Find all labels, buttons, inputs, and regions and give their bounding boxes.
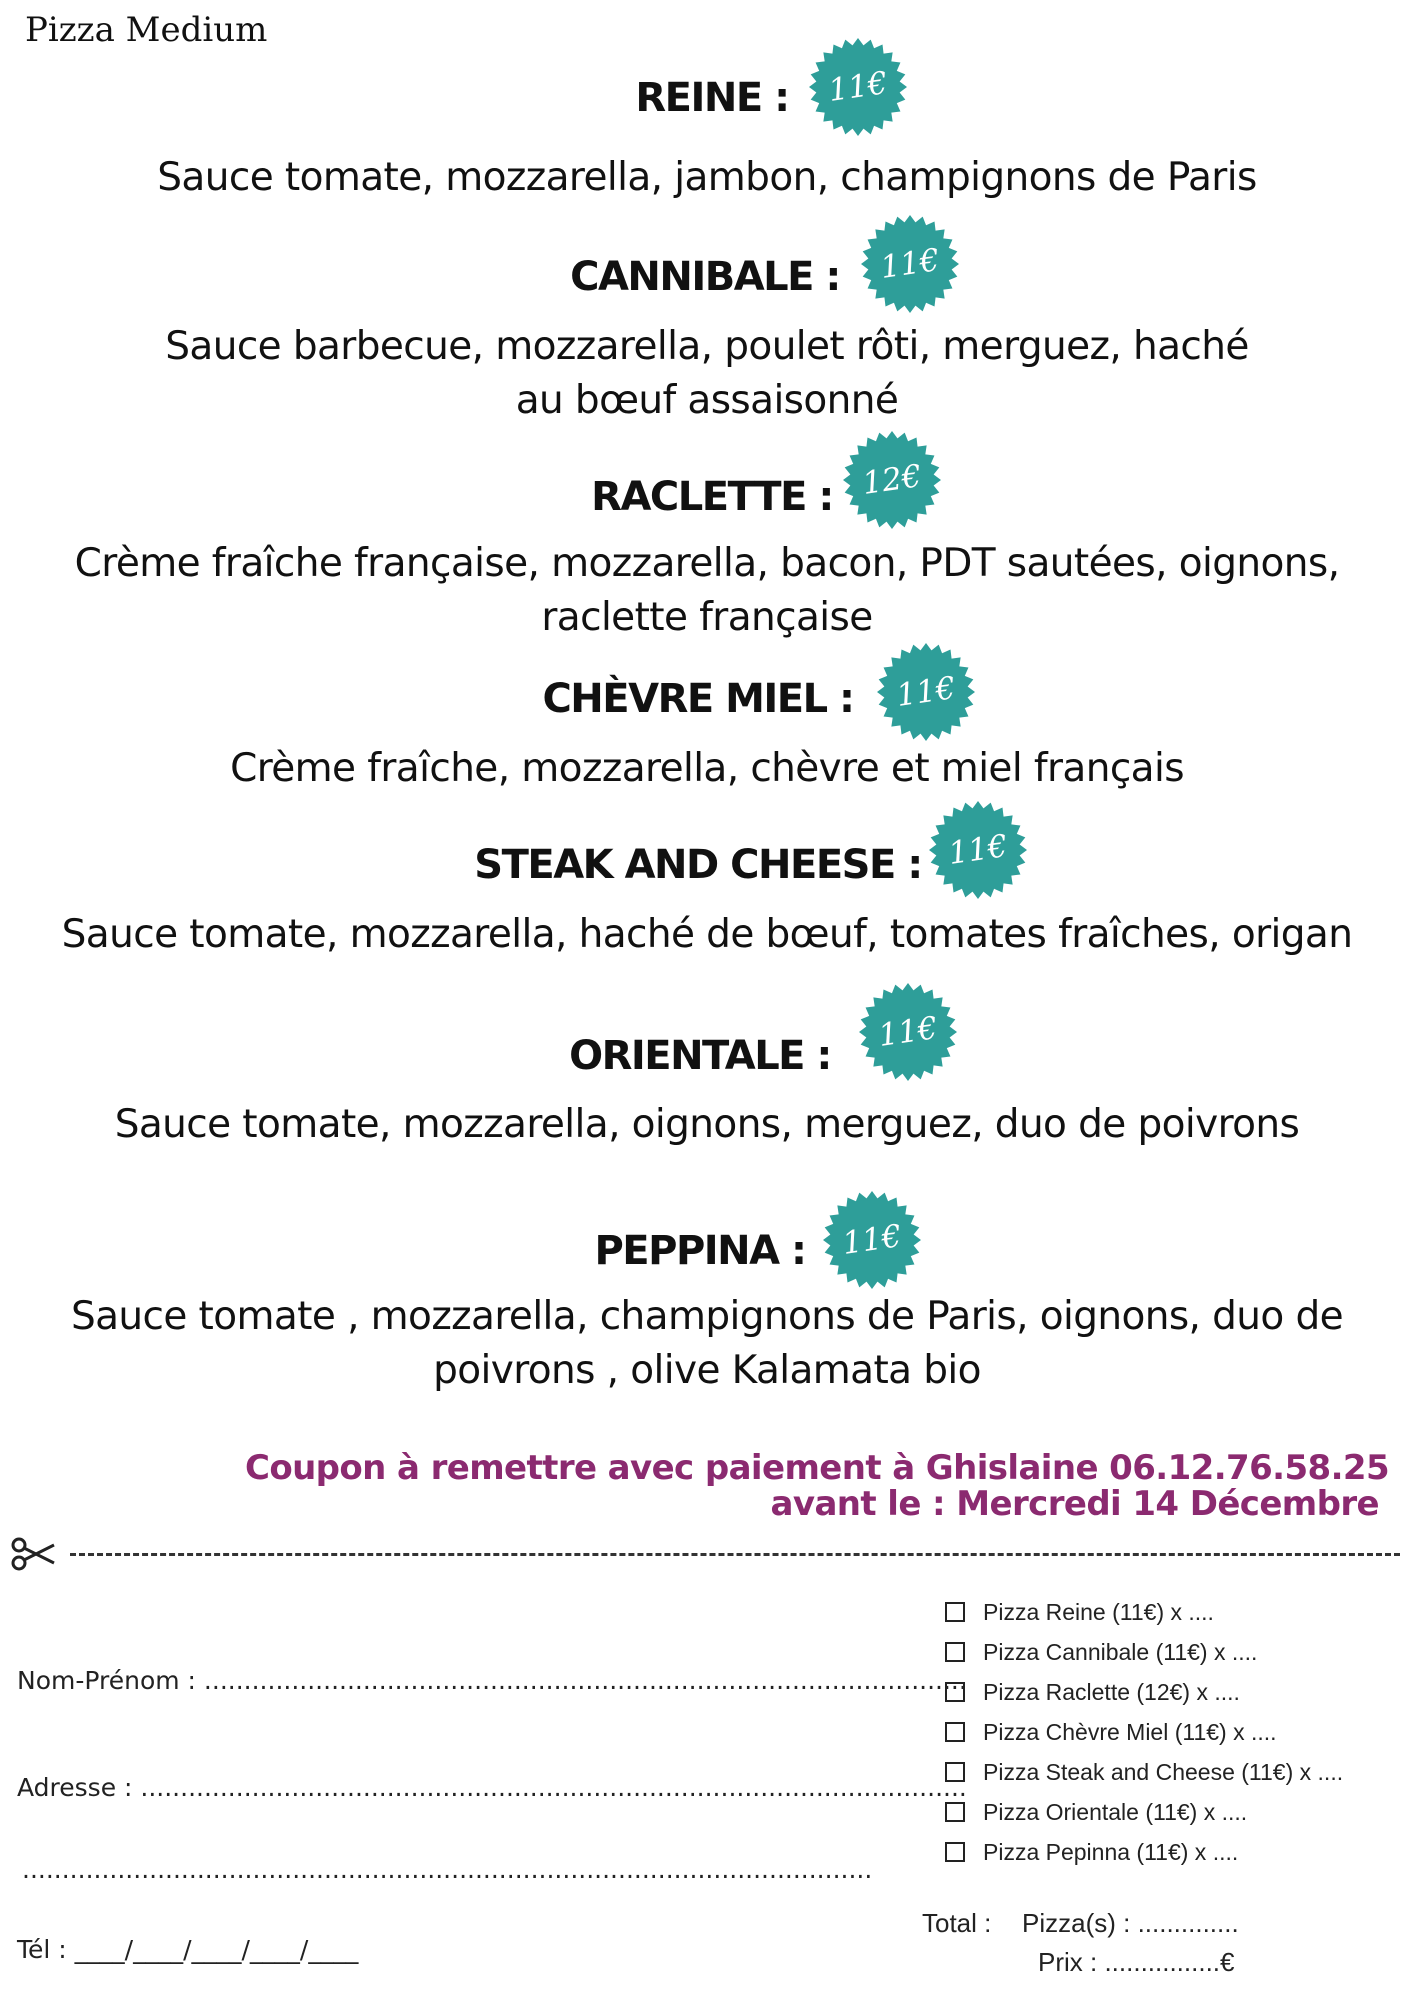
- pizza-name: REINE :: [635, 75, 789, 121]
- price-label: 11€: [878, 242, 942, 286]
- pizza-name: CANNIBALE :: [570, 254, 840, 300]
- price-label: 11€: [826, 65, 890, 109]
- ingredients-line: Sauce tomate, mozzarella, oignons, merguez, duo de poivrons: [114, 1102, 1300, 1147]
- address-field-line-2[interactable]: ...........................................................................................................: [22, 1855, 873, 1884]
- order-item[interactable]: [945, 1677, 1240, 1707]
- pizza-ingredients: [20, 320, 1394, 428]
- pizza-count-field[interactable]: Pizza(s) : ..............: [1022, 1908, 1239, 1938]
- order-item[interactable]: [945, 1757, 1343, 1787]
- checkbox-empty-icon[interactable]: [945, 1602, 965, 1622]
- price-label: 11€: [894, 670, 958, 714]
- checkbox-empty-icon[interactable]: [945, 1642, 965, 1662]
- price-badge: [860, 214, 960, 314]
- order-item-label: Pizza Reine (11€) x ....: [983, 1598, 1214, 1625]
- order-item[interactable]: [945, 1717, 1277, 1747]
- order-item-label: Pizza Steak and Cheese (11€) x ....: [983, 1758, 1344, 1785]
- ingredients-line: Sauce tomate , mozzarella, champignons de Paris, oignons, duo de: [70, 1294, 1344, 1339]
- order-item-label: Pizza Orientale (11€) x ....: [983, 1798, 1248, 1825]
- order-item[interactable]: [945, 1637, 1257, 1667]
- checkbox-empty-icon[interactable]: [945, 1802, 965, 1822]
- order-item[interactable]: [945, 1797, 1247, 1827]
- pizza-ingredients: [20, 151, 1394, 205]
- checkbox-empty-icon[interactable]: [945, 1722, 965, 1742]
- pizza-name: ORIENTALE :: [569, 1033, 831, 1079]
- ingredients-line: Sauce tomate, mozzarella, jambon, champignons de Paris: [157, 155, 1257, 200]
- scissors-icon: [10, 1537, 56, 1571]
- price-badge: [858, 982, 958, 1082]
- pizza-ingredients: [20, 908, 1394, 962]
- price-badge: [876, 642, 976, 742]
- order-item-label: Pizza Cannibale (11€) x ....: [983, 1638, 1258, 1665]
- order-item[interactable]: [945, 1597, 1214, 1627]
- checkbox-empty-icon[interactable]: [945, 1682, 965, 1702]
- ingredients-line: raclette française: [541, 595, 873, 640]
- pizza-ingredients: [20, 1098, 1394, 1152]
- coupon-instructions: [189, 1450, 1389, 1522]
- ingredients-line: Crème fraîche française, mozzarella, bacon, PDT sautées, oignons,: [74, 541, 1340, 586]
- order-item-label: Pizza Chèvre Miel (11€) x ....: [983, 1718, 1277, 1745]
- ingredients-line: poivrons , olive Kalamata bio: [433, 1348, 981, 1393]
- ingredients-line: au bœuf assaisonné: [515, 378, 899, 423]
- checkbox-empty-icon[interactable]: [945, 1762, 965, 1782]
- pizza-ingredients: [20, 742, 1394, 796]
- pizza-ingredients: [20, 1290, 1394, 1398]
- pizza-name: STEAK AND CHEESE :: [474, 842, 922, 888]
- pizza-name: RACLETTE :: [591, 474, 833, 520]
- price-badge: [842, 430, 942, 530]
- ingredients-line: Sauce tomate, mozzarella, haché de bœuf, tomates fraîches, origan: [61, 912, 1353, 957]
- order-item-label: Pizza Pepinna (11€) x ....: [983, 1838, 1239, 1865]
- order-item[interactable]: [945, 1837, 1238, 1867]
- price-badge: [928, 800, 1028, 900]
- name-field[interactable]: Nom-Prénom : ................................................................................................: [17, 1666, 967, 1695]
- pizza-ingredients: [20, 537, 1394, 645]
- price-label: 11€: [876, 1010, 940, 1054]
- coupon-line-2: avant le : Mercredi 14 Décembre: [770, 1484, 1379, 1524]
- phone-field[interactable]: Tél : ____/____/____/____/____: [17, 1935, 359, 1964]
- document-title: Pizza Medium: [25, 10, 268, 50]
- price-badge: [822, 1190, 922, 1290]
- price-label: 11€: [840, 1218, 904, 1262]
- total-label: Total :: [922, 1908, 992, 1938]
- ingredients-line: Sauce barbecue, mozzarella, poulet rôti, merguez, haché: [165, 324, 1249, 369]
- coupon-line-1: Coupon à remettre avec paiement à Ghislaine 06.12.76.58.25: [244, 1448, 1389, 1488]
- price-label: 11€: [946, 828, 1010, 872]
- checkbox-empty-icon[interactable]: [945, 1842, 965, 1862]
- dashed-divider: [70, 1553, 1400, 1556]
- price-total-field[interactable]: Prix : ................€: [1038, 1947, 1235, 1977]
- pizza-name: CHÈVRE MIEL :: [542, 676, 854, 722]
- cut-line: [10, 1532, 1400, 1576]
- address-field[interactable]: Adresse : ........................................................................................................: [17, 1773, 967, 1802]
- ingredients-line: Crème fraîche, mozzarella, chèvre et miel français: [230, 746, 1184, 791]
- price-badge: [808, 37, 908, 137]
- price-label: 12€: [860, 458, 924, 502]
- pizza-name: PEPPINA :: [594, 1228, 806, 1274]
- order-item-label: Pizza Raclette (12€) x ....: [983, 1678, 1240, 1705]
